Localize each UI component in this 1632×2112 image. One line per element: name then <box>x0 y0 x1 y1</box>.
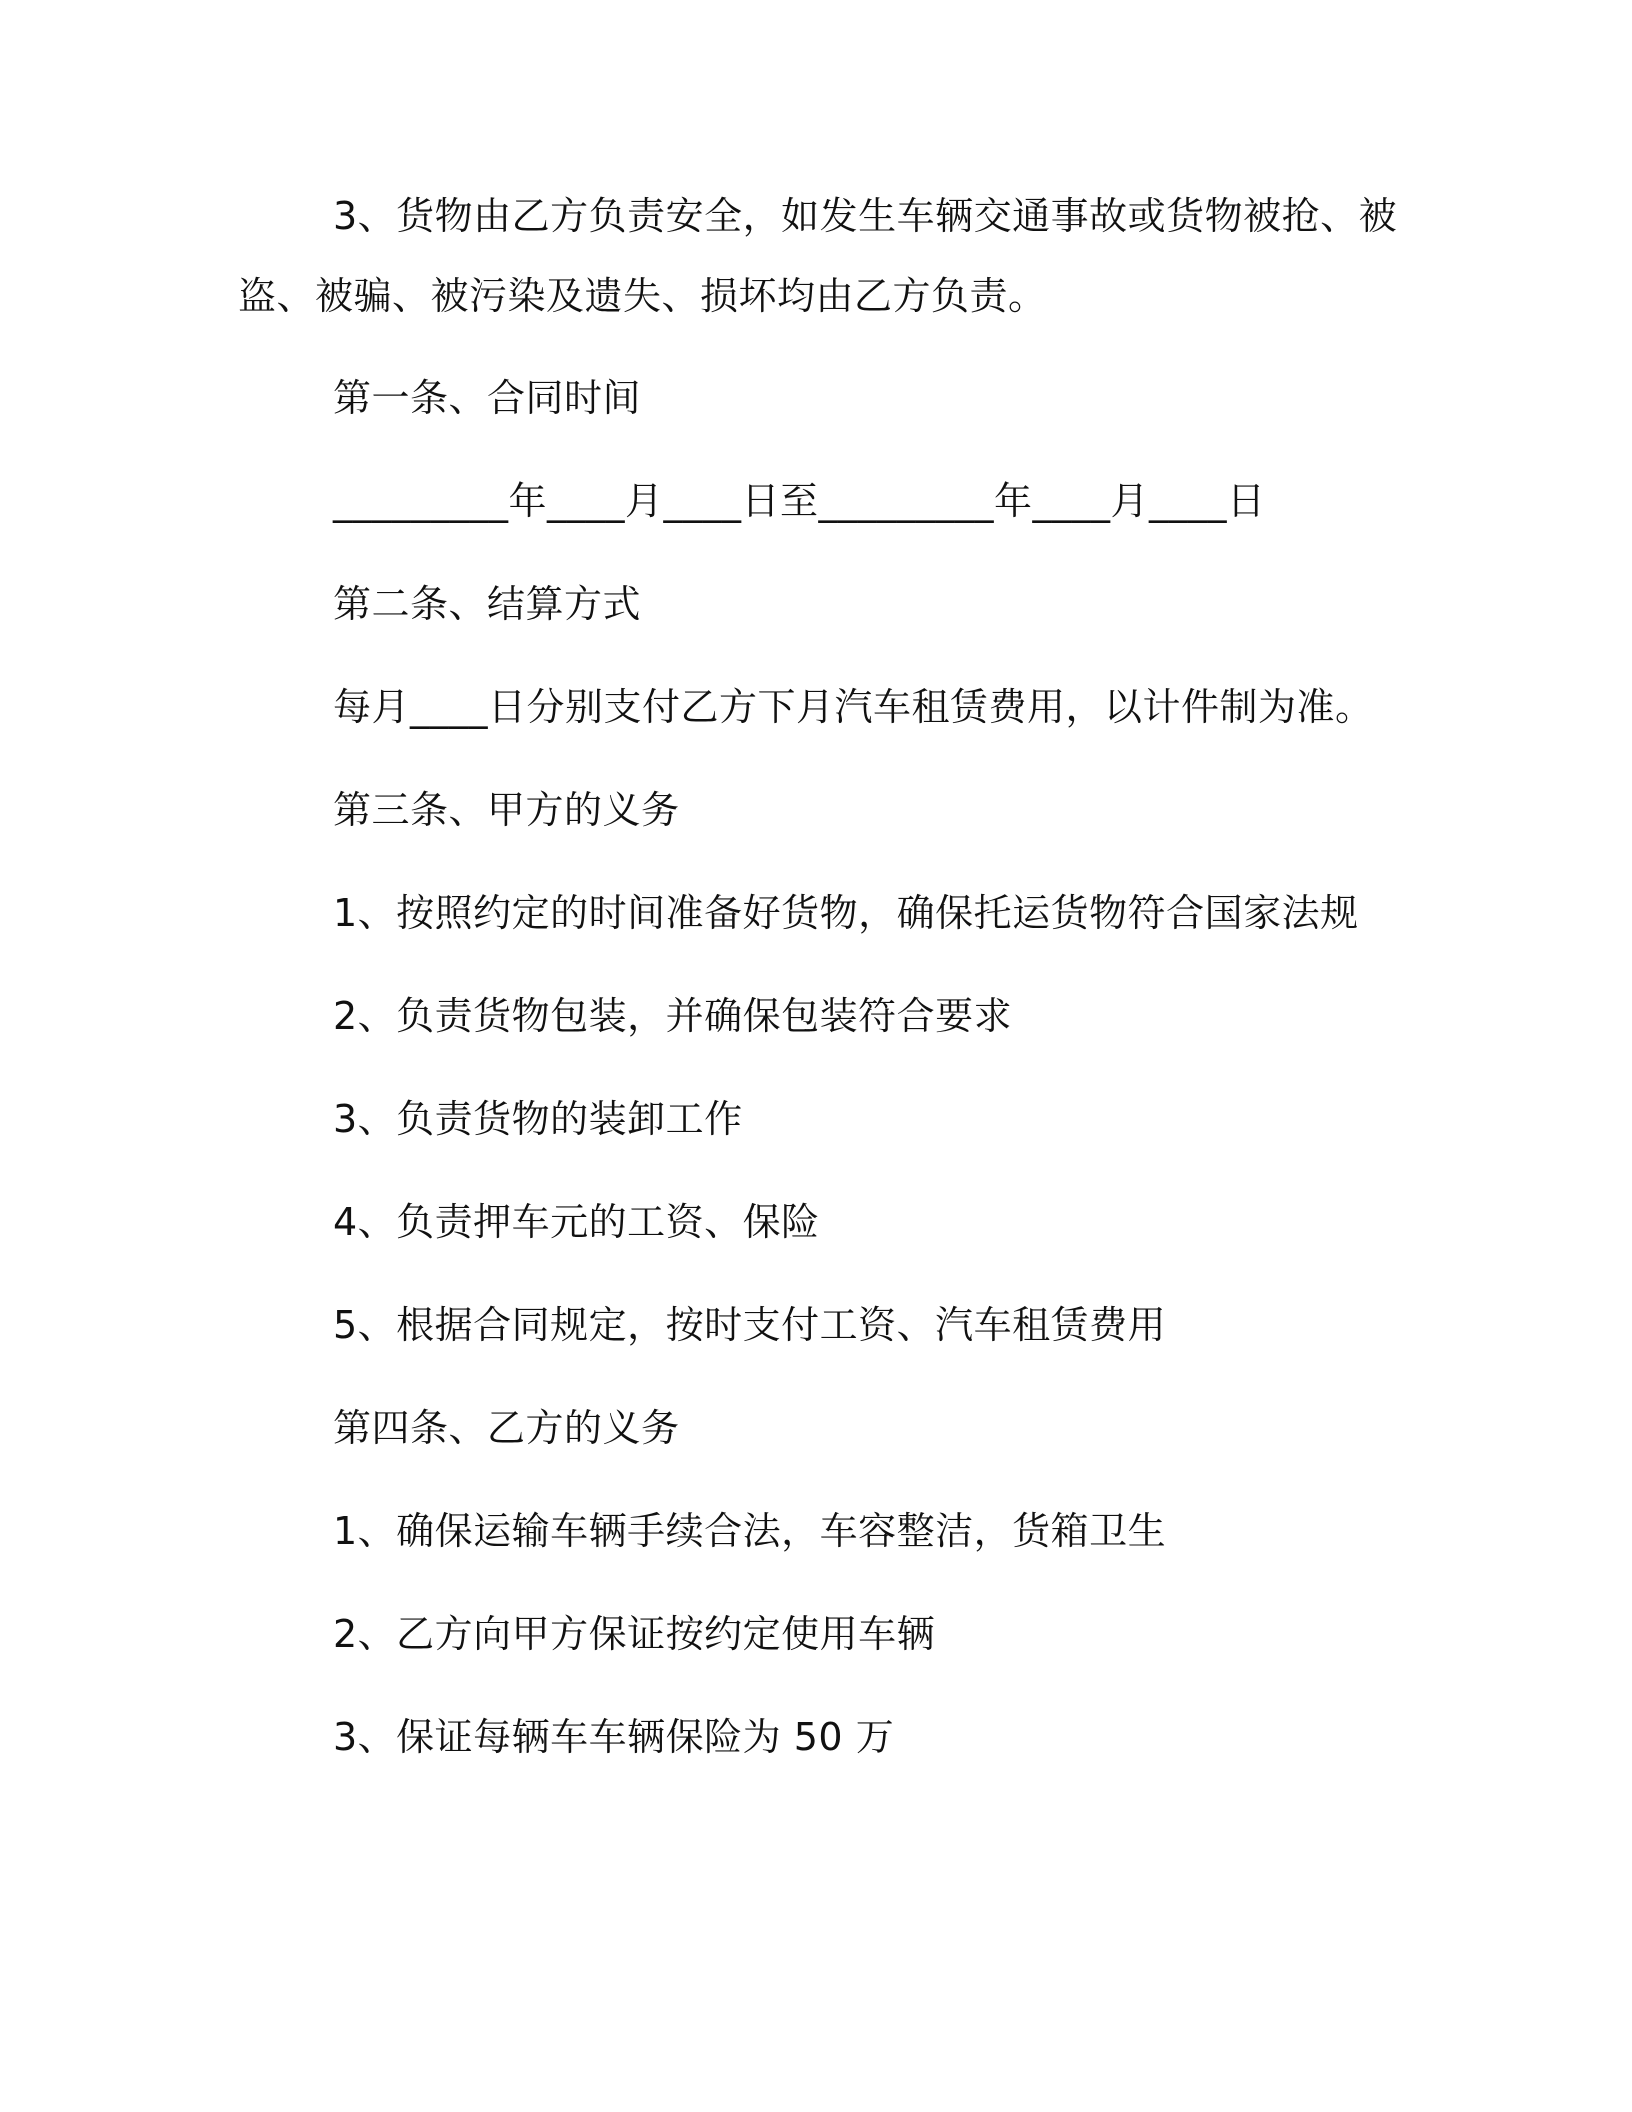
party-b-item-2: 2、乙方向甲方保证按约定使用车辆 <box>333 1612 936 1656</box>
party-a-item-2: 2、负责货物包装，并确保包装符合要求 <box>333 994 1013 1038</box>
heading-article-1: 第一条、合同时间 <box>333 376 642 420</box>
contract-period-blanks: _________年____月____日至_________年____月____日 <box>333 479 1266 523</box>
party-a-item-1: 1、按照约定的时间准备好货物，确保托运货物符合国家法规 <box>333 891 1359 935</box>
heading-article-3: 第三条、甲方的义务 <box>333 788 680 832</box>
party-b-item-1: 1、确保运输车辆手续合法，车容整洁，货箱卫生 <box>333 1509 1167 1553</box>
paragraph-goods-safety-continued: 盗、被骗、被污染及遗失、损坏均由乙方负责。 <box>238 274 1047 318</box>
party-a-item-4: 4、负责押车元的工资、保险 <box>333 1200 820 1244</box>
heading-article-2: 第二条、结算方式 <box>333 582 642 626</box>
heading-article-4: 第四条、乙方的义务 <box>333 1406 680 1450</box>
party-b-item-3: 3、保证每辆车车辆保险为 50 万 <box>333 1715 895 1759</box>
settlement-text: 每月____日分别支付乙方下月汽车租赁费用，以计件制为准。 <box>333 685 1374 729</box>
party-a-item-3: 3、负责货物的装卸工作 <box>333 1097 743 1141</box>
party-a-item-5: 5、根据合同规定，按时支付工资、汽车租赁费用 <box>333 1303 1167 1347</box>
paragraph-goods-safety: 3、货物由乙方负责安全，如发生车辆交通事故或货物被抢、被 <box>333 194 1398 238</box>
